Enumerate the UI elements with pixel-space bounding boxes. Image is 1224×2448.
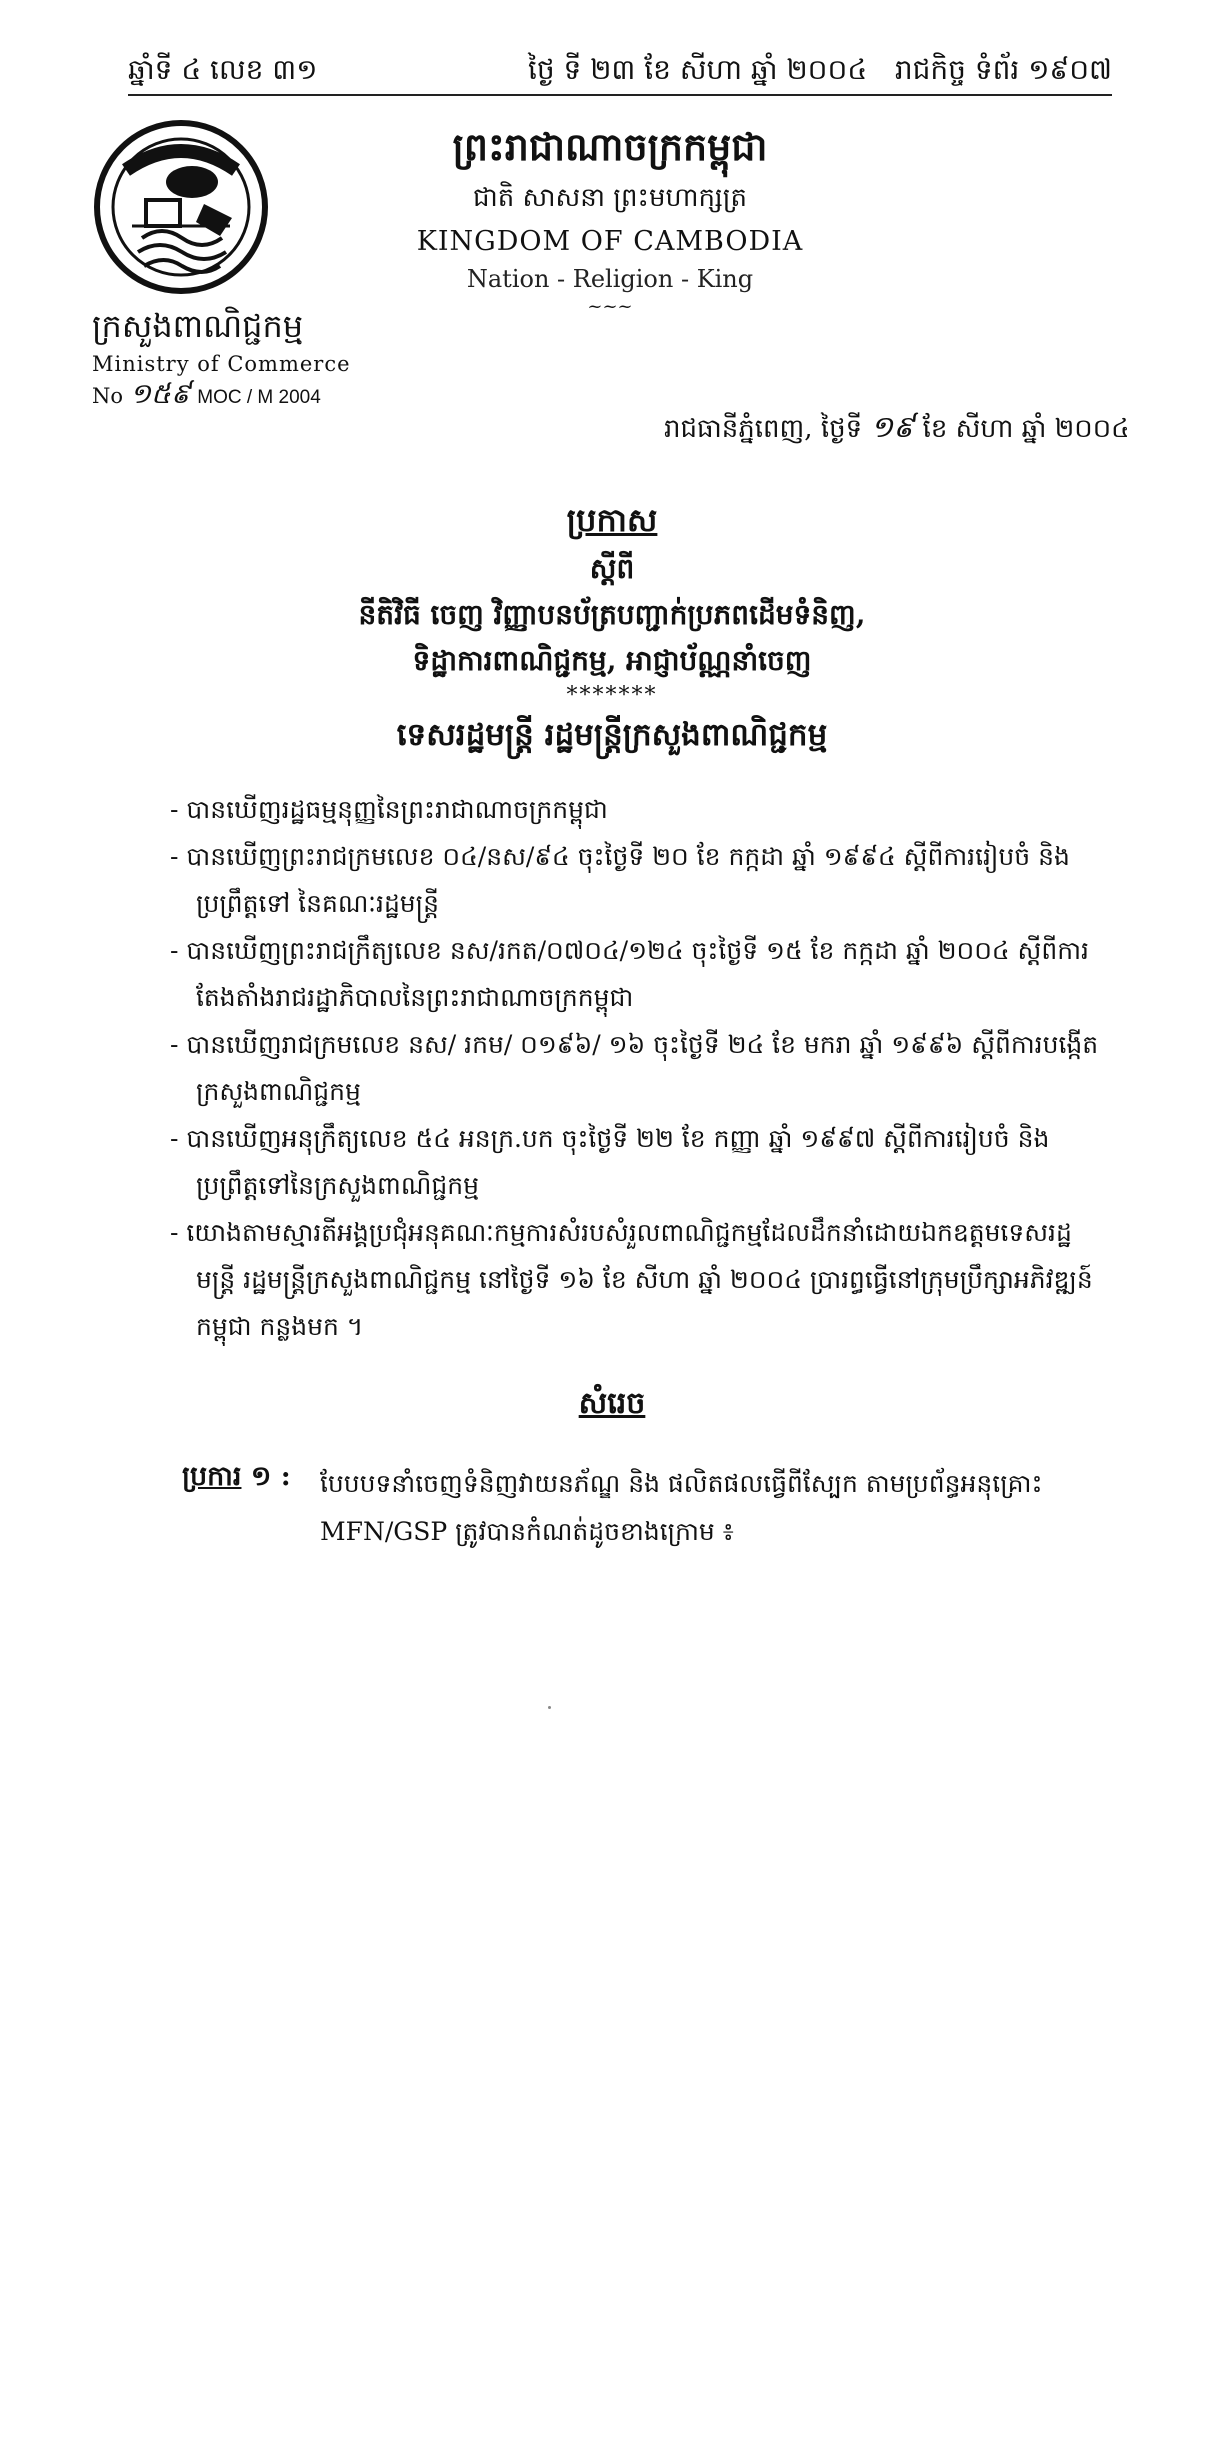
document-issuer: ទេសរដ្ឋមន្ត្រី រដ្ឋមន្ត្រីក្រសួងពាណិជ្ជកម្ម — [396, 717, 828, 753]
motto-english: Nation - Religion - King — [466, 265, 754, 293]
article-label-word: ប្រការ — [182, 1461, 242, 1492]
document-subject-line-2: ទិដ្ឋាការពាណិជ្ជកម្ម, អាជ្ញាប័ណ្ណនាំចេញ — [412, 644, 812, 677]
kingdom-header — [400, 120, 820, 318]
kingdom-name-khmer: ព្រះរាជាណាចក្រកម្ពុជា — [452, 124, 768, 169]
reference-number-value: ១៥៩ — [129, 377, 191, 410]
article-1-text: បែបបទនាំចេញទំនិញវាយនភ័ណ្ឌ និង ផលិតផលធ្វើពីស្បែក តាមប្រព័ន្ធអនុគ្រោះ MFN/GSP ត្រូវបានកំណត់ដូចខាងក្រោម ៖ — [320, 1469, 1043, 1546]
preamble-item: - បានឃើញព្រះរាជក្រមលេខ ០៤/នស/៩៤ ចុះថ្ងៃទី ២០ ខែ កក្កដា ឆ្នាំ ១៩៩៤ ស្តីពីការរៀបចំ និង ប្រព្រឹត្តទៅ នៃគណៈរដ្ឋមន្ត្រី — [170, 833, 1100, 927]
ministry-name-english: Ministry of Commerce — [92, 352, 351, 376]
stars-divider: ******* — [566, 683, 658, 708]
kingdom-name-english: KINGDOM OF CAMBODIA — [416, 226, 804, 257]
running-header — [128, 48, 1112, 96]
place-and-date — [664, 408, 1130, 452]
preamble-item: - យោងតាមស្មារតីអង្គប្រជុំអនុគណៈកម្មការសំរបសំរួលពាណិជ្ជកម្មដែលដឹកនាំដោយឯកឧត្តមទេសរដ្ឋមន្ត្រី រដ្ឋមន្ត្រីក្រសួងពាណិជ្ជកម្ម នៅថ្ងៃទី ១៦ ខែ សីហា ឆ្នាំ ២០០៤ ប្រារព្ធធ្វើនៅក្រុមប្រឹក្សាអភិវឌ្ឍន៍កម្ពុជា កន្លងមក ។ — [170, 1209, 1100, 1350]
preamble-item: - បានឃើញរដ្ឋធម្មនុញ្ញនៃព្រះរាជាណាចក្រកម្ពុជា — [170, 786, 1100, 833]
preamble-item: - បានឃើញរាជក្រមលេខ នស/ រកម/ ០១៩៦/ ១៦ ចុះថ្ងៃទី ២៤ ខែ មករា ឆ្នាំ ១៩៩៦ ស្តីពីការបង្កើតក្រសួងពាណិជ្ជកម្ម — [170, 1021, 1100, 1115]
document-type: ប្រកាស — [566, 501, 658, 539]
place-date-day: ១៩ — [870, 410, 915, 445]
ministry-seal-icon — [92, 118, 270, 296]
preamble-list — [170, 786, 1100, 1350]
document-about: ស្តីពី — [589, 552, 635, 585]
preamble-item: - បានឃើញអនុក្រឹត្យលេខ ៥៤ អនក្រ.បក ចុះថ្ងៃទី ២២ ខែ កញ្ញា ឆ្នាំ ១៩៩៧ ស្តីពីការរៀបចំ និង ប្រព្រឹត្តទៅនៃក្រសួងពាណិជ្ជកម្ម — [170, 1115, 1100, 1209]
document-title-block — [212, 494, 1012, 762]
gazette-issue: ឆ្នាំទី ៤ លេខ ៣១ — [128, 53, 318, 86]
scan-speck — [548, 1706, 551, 1709]
decision-heading: សំរេច — [578, 1386, 646, 1421]
article-1-label — [182, 1460, 291, 1499]
ministry-name-khmer: ក្រសួងពាណិជ្ជកម្ម — [92, 307, 304, 345]
article-number: ១ : — [250, 1461, 291, 1492]
document-subject-line-1: នីតិវិធី ចេញ វិញ្ញាបនប័ត្របញ្ជាក់ប្រភពដើមទំនិញ, — [358, 598, 866, 631]
gazette-page-number: រាជកិច្ច ទំព័រ ១៩០៧ — [894, 53, 1112, 86]
ornament-divider: ~~~ — [587, 296, 633, 317]
reference-number — [92, 376, 321, 417]
preamble-item: - បានឃើញព្រះរាជក្រឹត្យលេខ នស/រកត/០៧០៤/១២៤ ចុះថ្ងៃទី ១៥ ខែ កក្កដា ឆ្នាំ ២០០៤ ស្តីពីការតែងតាំងរាជរដ្ឋាភិបាលនៃព្រះរាជាណាចក្រកម្ពុជា — [170, 927, 1100, 1021]
place-date-suffix: ខែ សីហា ឆ្នាំ ២០០៤ — [922, 414, 1130, 444]
motto-khmer: ជាតិ សាសនា ព្រះមហាក្សត្រ — [473, 183, 747, 213]
place-date-prefix: រាជធានីភ្នំពេញ, ថ្ងៃទី — [664, 414, 863, 444]
reference-number-suffix: MOC / M 2004 — [197, 387, 321, 408]
reference-number-label: No — [92, 384, 124, 408]
gazette-date: ថ្ងៃ ទី ២៣ ខែ សីហា ឆ្នាំ ២០០៤ — [528, 53, 868, 86]
